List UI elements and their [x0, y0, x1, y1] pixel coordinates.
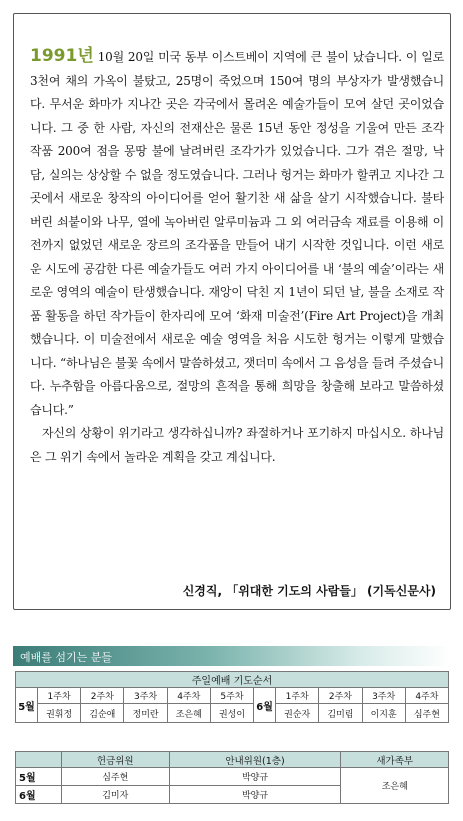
- ushers-section-title: 예배를 섬기는 분들: [20, 651, 113, 664]
- story-text: [30, 45, 444, 469]
- prayer-leader-name: 권성이: [210, 704, 253, 723]
- ushers-section-header: [13, 646, 451, 666]
- prayer-leader-name: 심주현: [405, 704, 448, 723]
- prayer-leader-name: 이지훈: [362, 704, 405, 723]
- prayer-week-header: 2주차: [319, 688, 362, 704]
- duty-header-newcomer: 새가족부: [341, 752, 449, 768]
- duty-guide-name: 박양규: [169, 786, 341, 804]
- prayer-week-header: 2주차: [81, 688, 124, 704]
- story-paragraph-1: [30, 45, 444, 422]
- prayer-table-caption: 주일예배 기도순서: [16, 672, 449, 688]
- prayer-week-header: 3주차: [362, 688, 405, 704]
- story-paragraph-2: 자신의 상황이 위기라고 생각하십니까? 좌절하거나 포기하지 마십시오. 하나님은 그 위기 속에서 놀라운 계획을 갖고 계십니다.: [30, 426, 444, 464]
- duty-newcomer-name: 조은혜: [341, 768, 449, 804]
- prayer-leader-name: 김순애: [81, 704, 124, 723]
- prayer-week-header: 1주차: [276, 688, 319, 704]
- prayer-week-header: 4주차: [405, 688, 448, 704]
- prayer-leader-name: 김미림: [319, 704, 362, 723]
- story-paragraph-1-text: 10월 20일 미국 동부 이스트베이 지역에 큰 불이 났습니다. 이 일로 3천여 채의 가옥이 불탔고, 25명이 죽었으며 150여 명의 부상자가 발생했습니다. 무서운 화마가 지나간 곳은 각국에서 몰려온 예술가들이 모여 살던 곳이었습니다. 그 중 한 사람, 자신의 전재산은 물론 15년 동안 정성을 기울여 만든 조각 작품 200여 점을 몽땅 불에 날려버린 조각가가 있었습니다. 그가 겪은 절망, 낙담, 실의는 상상할 수 없을 정도였습니다. 그러나 헝거는 화마가 할퀴고 지나간 그곳에서 새로운 창작의 아이디어를 얻어 활기찬 새 삶을 살기 시작했습니다. 불타버린 쇠붙이와 나무, 열에 녹아버린 알루미늄과 그 외 여러금속 재료를 이용해 이전까지 없었던 새로운 장르의 조각품을 만들어 내기 시작한 것입니다. 이런 새로운 시도에 공감한 다른 예술가들도 여러 가지 아이디어를 내 ‘불의 예술’이라는 새로운 영역의 예술이 탄생했습니다. 재앙이 닥친 지 1년이 되던 날, 불을 소재로 작품 활동을 하던 작가들이 한자리에 모여 ‘화재 미술전’(Fire Art Project)을 개최했습니다. 이 미술전에서 새로운 예술 영역을 처음 시도한 헝거는 이렇게 말했습니다. “하나님은 불꽃 속에서 말씀하셨고, 잿더미 속에서 그 음성을 들려 주셨습니다. 누추함을 아름다움으로, 절망의 흔적을 통해 희망을 창출해 보라고 말씀하셨습니다.”: [30, 50, 444, 417]
- duty-table-corner: [16, 752, 62, 768]
- duty-guide-name: 박양규: [169, 768, 341, 786]
- duty-offering-name: 김미자: [62, 786, 170, 804]
- duty-table: [15, 751, 449, 804]
- duty-offering-name: 심주현: [62, 768, 170, 786]
- story-box: [13, 13, 451, 610]
- prayer-week-header: 1주차: [38, 688, 81, 704]
- duty-header-offering: 헌금위원: [62, 752, 170, 768]
- prayer-leader-name: 권순자: [276, 704, 319, 723]
- prayer-leader-name: 조은혜: [167, 704, 210, 723]
- duty-month-june: 6월: [16, 786, 62, 804]
- prayer-leader-name: 권휘정: [38, 704, 81, 723]
- prayer-leader-name: 정미란: [124, 704, 167, 723]
- duty-header-guide: 안내위원(1층): [169, 752, 341, 768]
- prayer-month-may: 5월: [16, 688, 38, 723]
- prayer-month-june: 6월: [254, 688, 276, 723]
- story-year: 1991년: [30, 46, 94, 66]
- prayer-order-table: [15, 671, 449, 723]
- duty-month-may: 5월: [16, 768, 62, 786]
- prayer-week-header: 4주차: [167, 688, 210, 704]
- prayer-week-header: 5주차: [210, 688, 253, 704]
- prayer-week-header: 3주차: [124, 688, 167, 704]
- story-source: 신경직, 「위대한 기도의 사람들」 (기독신문사): [182, 584, 436, 598]
